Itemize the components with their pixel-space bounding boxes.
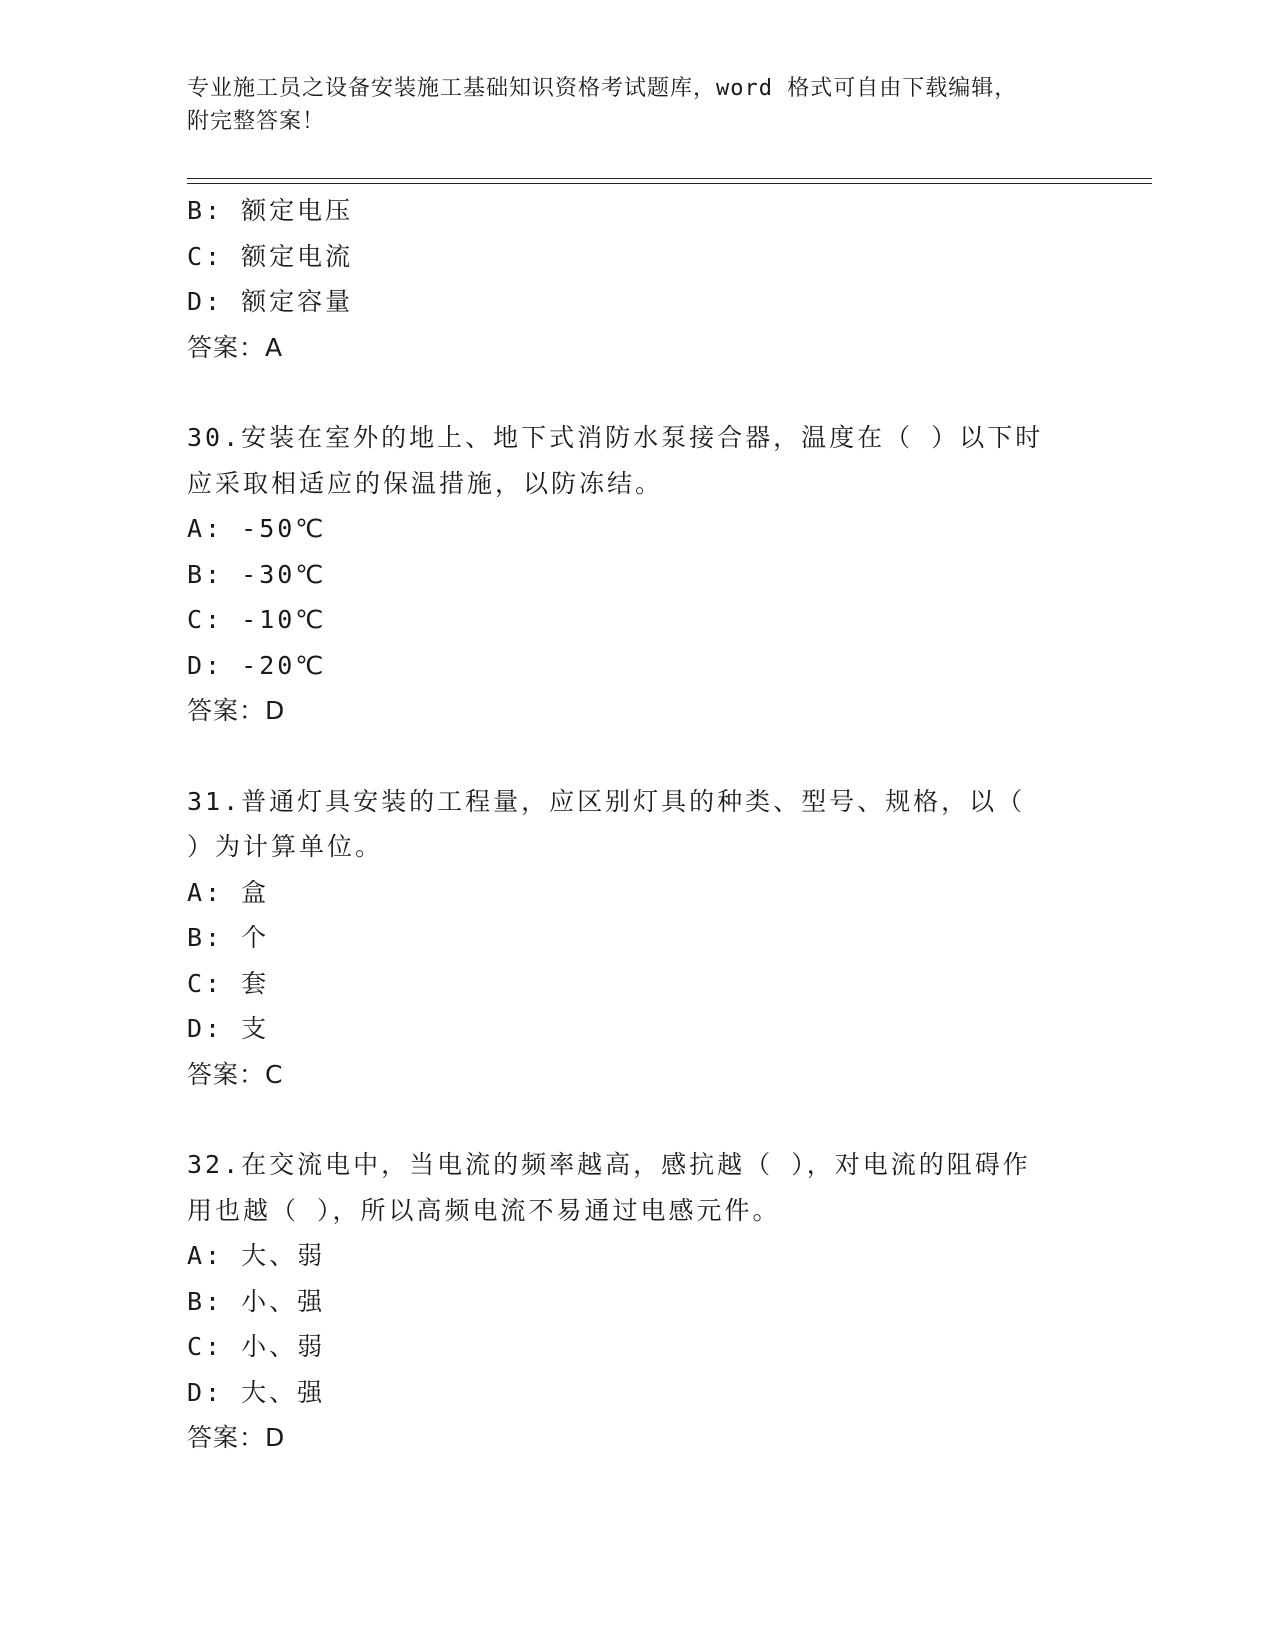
spacer: [187, 734, 1067, 779]
question-stem-line-2: ）为计算单位。: [187, 832, 384, 861]
answer-line: 答案：D: [187, 696, 286, 725]
option-a: A: 盒: [187, 877, 270, 907]
option-d: D: -20℃: [187, 650, 327, 680]
option-b: B: -30℃: [187, 559, 327, 589]
option-b: B: 额定电压: [187, 196, 354, 225]
question-29-remainder: [187, 188, 1067, 370]
spacer: [187, 370, 1067, 415]
option-d: D: 支: [187, 1014, 270, 1043]
option-c: C: 额定电流: [187, 241, 354, 271]
question-stem-line-1: 32.在交流电中，当电流的频率越高，感抗越（ ），对电流的阻碍作: [187, 1150, 1031, 1179]
spacer: [187, 1097, 1067, 1142]
answer-line: 答案：C: [187, 1059, 284, 1089]
option-d: D: 额定容量: [187, 287, 354, 316]
header-divider: [187, 178, 1152, 184]
question-list: [187, 188, 1067, 1461]
option-c: C: -10℃: [187, 605, 327, 634]
option-c: C: 套: [187, 968, 270, 998]
option-d: D: 大、强: [187, 1377, 326, 1407]
option-b: B: 小、强: [187, 1286, 326, 1316]
answer-line: 答案：A: [187, 332, 284, 362]
question-31: [187, 779, 1067, 1098]
option-c: C: 小、弱: [187, 1332, 326, 1361]
option-b: B: 个: [187, 923, 270, 952]
question-stem-line-1: 30.安装在室外的地上、地下式消防水泵接合器，温度在（ ）以下时: [187, 423, 1044, 452]
question-32: [187, 1142, 1067, 1461]
option-a: A: 大、弱: [187, 1241, 326, 1270]
answer-line: 答案：D: [187, 1423, 286, 1452]
header-line-1: 专业施工员之设备安装施工基础知识资格考试题库，word 格式可自由下载编辑，: [187, 76, 1018, 101]
document-header: [187, 72, 1067, 138]
question-30: [187, 415, 1067, 734]
question-stem-line-1: 31.普通灯具安装的工程量，应区别灯具的种类、型号、规格，以（: [187, 786, 1026, 816]
header-line-2: 附完整答案！: [187, 109, 326, 134]
question-stem-line-2: 应采取相适应的保温措施，以防冻结。: [187, 468, 664, 498]
question-stem-line-2: 用也越（ ），所以高频电流不易通过电感元件。: [187, 1195, 781, 1225]
option-a: A: -50℃: [187, 514, 327, 543]
